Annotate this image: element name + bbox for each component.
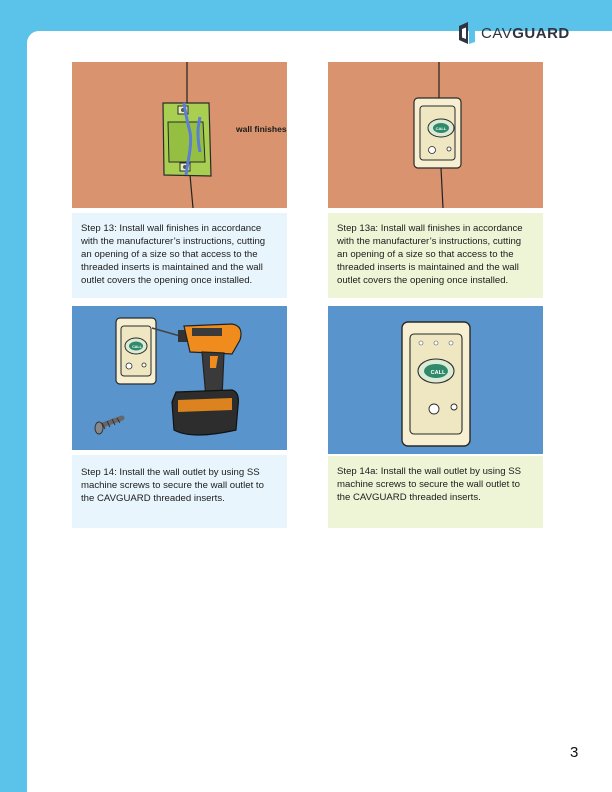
call-button-label: CALL [132,345,142,349]
step14a-illustration [328,306,543,454]
brand-logo [457,19,570,47]
call-button-label: CALL [435,126,447,131]
wall-outlet [116,318,156,384]
step13-illustration [72,62,287,208]
brand-name-part1: CAV [481,24,513,42]
call-button-label: CALL [430,370,446,376]
step14a-caption: Step 14a: Install the wall outlet by using SS machine screws to secure the wall outlet to the CAVGUARD threaded inserts. [328,456,543,528]
step13a-caption: Step 13a: Install wall finishes in accordance with the manufacturer’s instructions, cutting an opening of a size so that access to the threaded inserts is maintained and the wall outlet covers the opening once installed. [328,213,543,298]
cavguard-logo-icon [457,20,477,46]
step14-caption: Step 14: Install the wall outlet by using SS machine screws to secure the wall outlet to the CAVGUARD threaded inserts. [72,455,287,528]
step13-caption: Step 13: Install wall finishes in accordance with the manufacturer’s instructions, cutting an opening of a size so that access to the threaded inserts is maintained and the wall outlet covers the opening once installed. [72,213,287,298]
brand-name [481,25,570,42]
page-number: 3 [570,744,579,761]
gang-box [163,103,211,176]
step13a-illustration [328,62,543,208]
wall-finishes-label: wall finishes [236,124,287,134]
wall-outlet [414,98,461,168]
step14-illustration [72,306,287,450]
wall-outlet [402,322,470,446]
brand-name-part2: GUARD [512,24,570,42]
